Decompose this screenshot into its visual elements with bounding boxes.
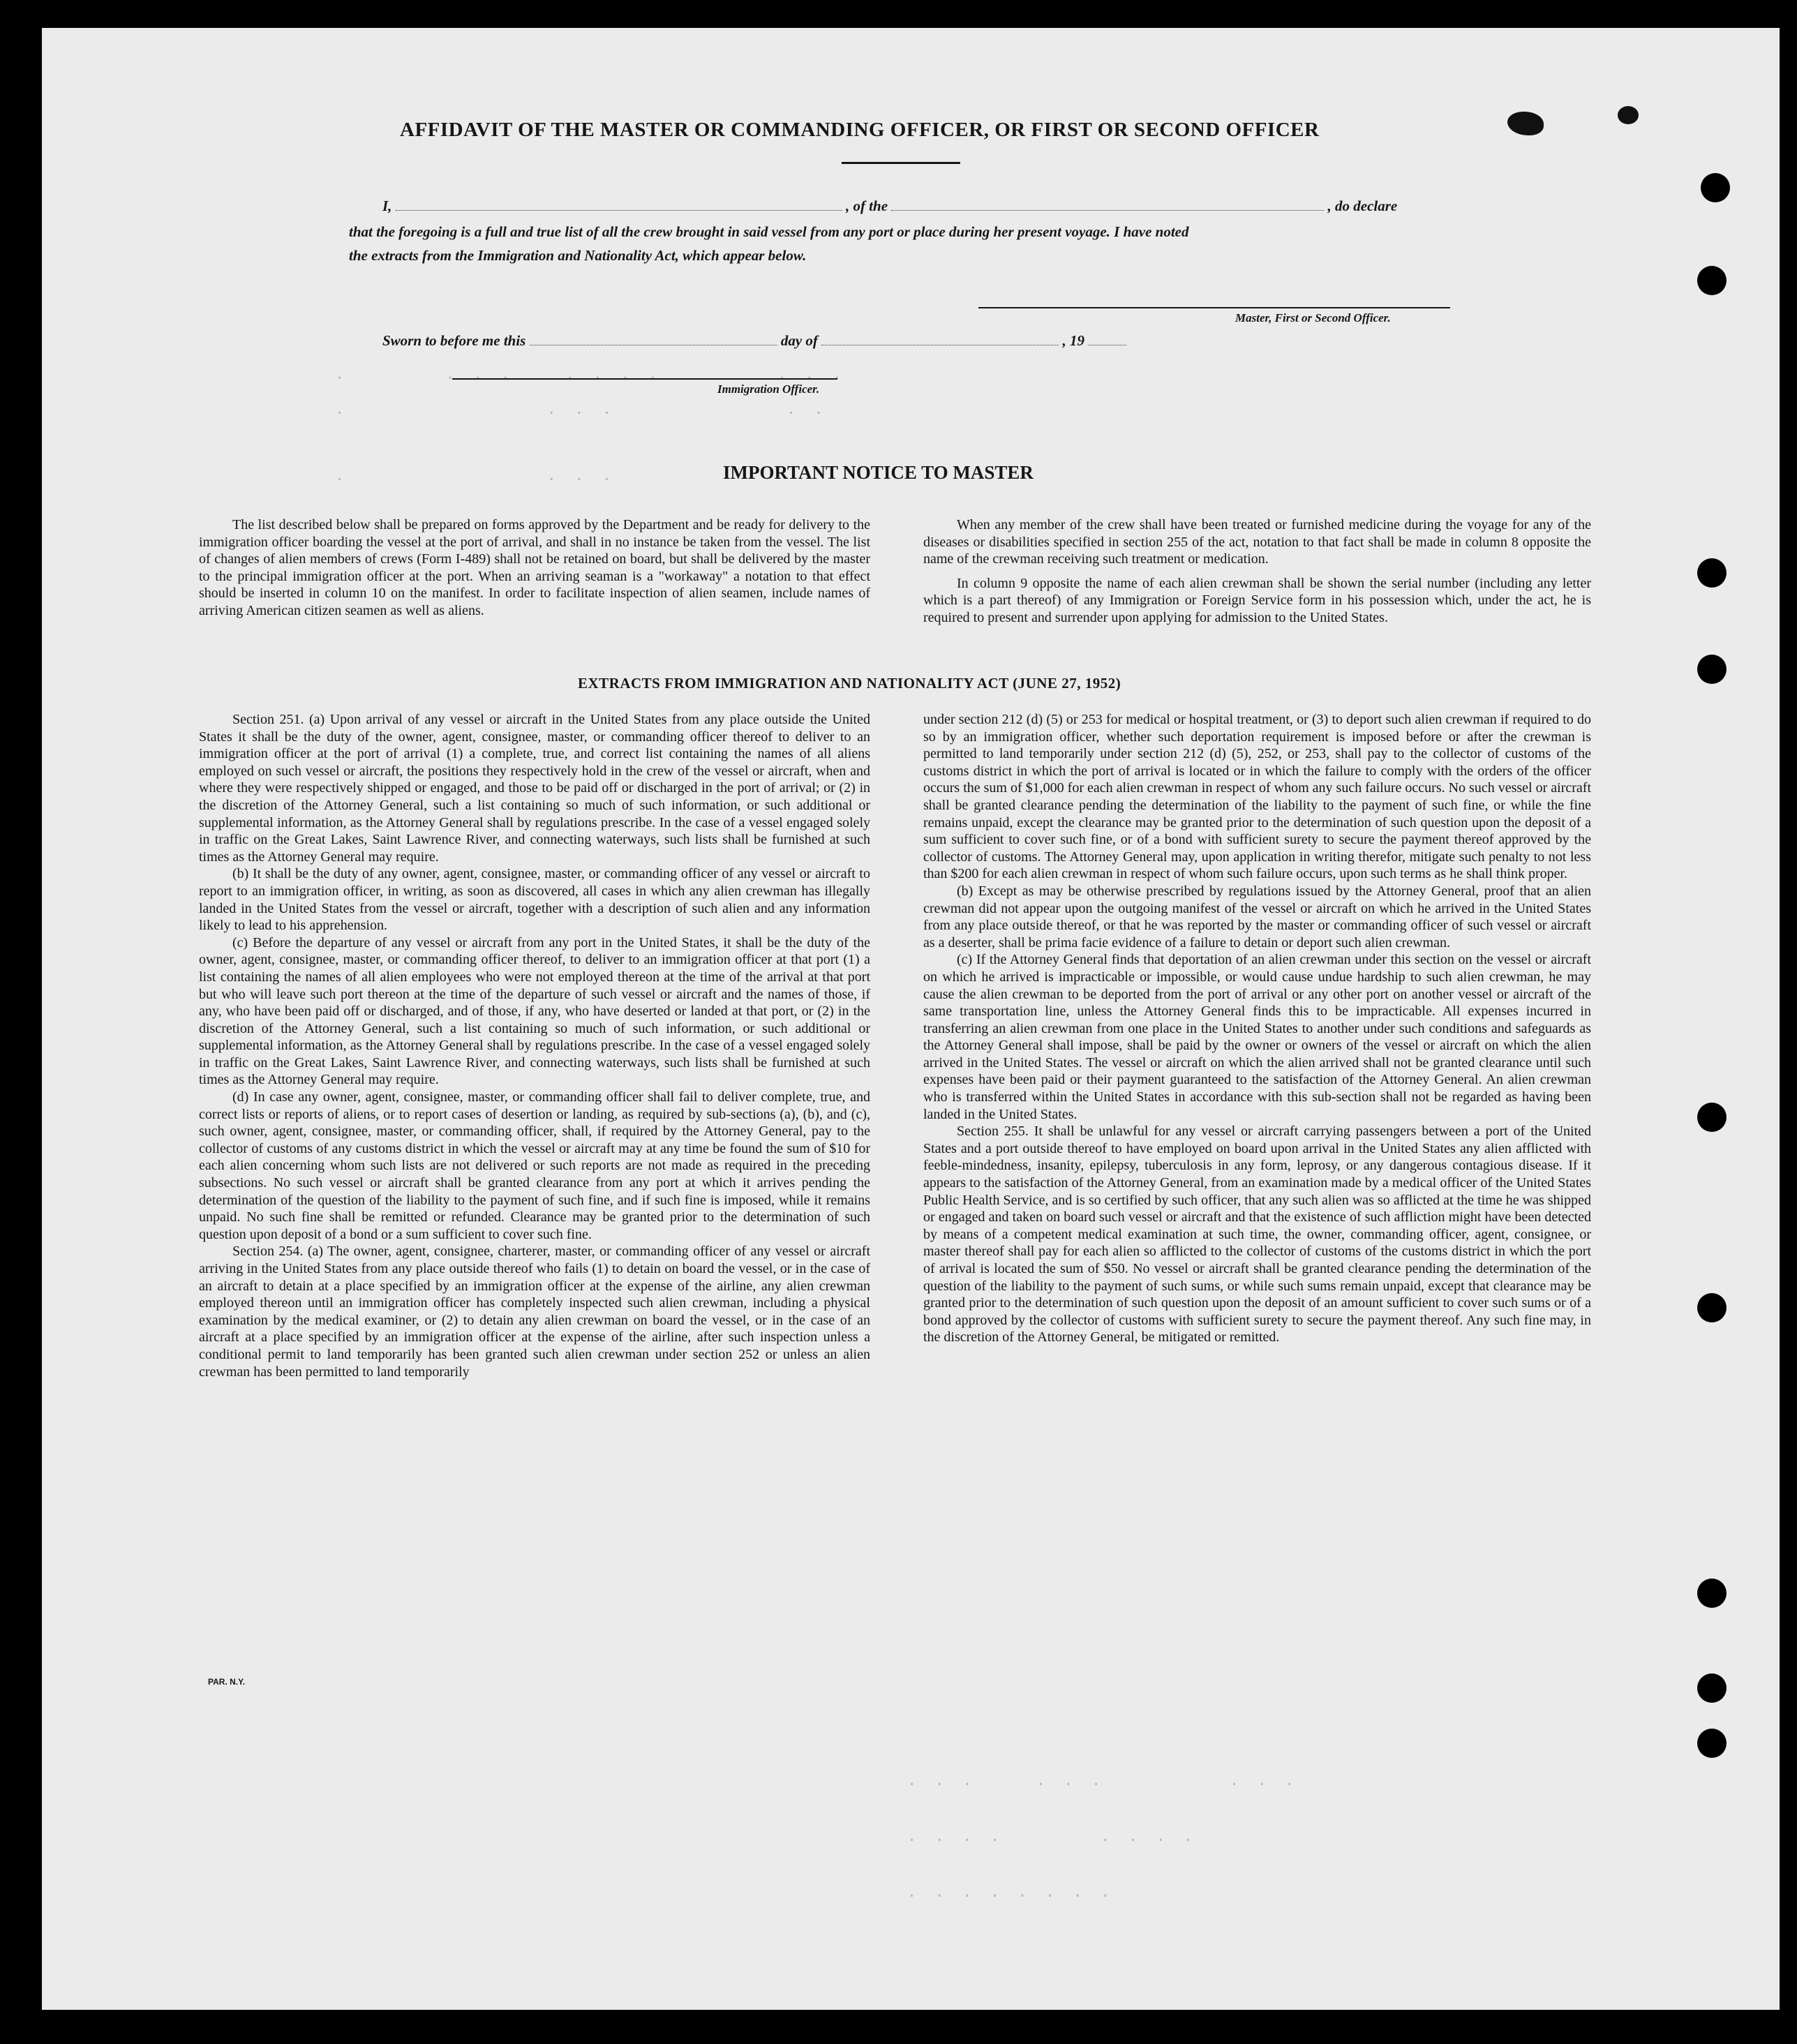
punch-hole [1697,558,1727,588]
vessel-name-field[interactable] [891,195,1324,211]
sworn-month-field[interactable] [821,330,1059,345]
section-paragraph: Section 254. (a) The owner, agent, consignee, charterer, master, or commanding officer of any vessel or aircraft arriving in the United States from any place outside thereof who fails (1) to detain on board the vessel, or in the case of an aircraft to detain at a place specified by an immigration officer at the expense of the airline, any alien crewman employed thereon until an immigration officer has completely inspected such alien crewman, including a physical examination by the medical examiner, or (2) to detain any alien crewman on board the vessel, or in the case of an aircraft at a place specified by an immigration officer at the expense of the airline, after such inspection unless a conditional permit to land temporarily has been granted such alien crewman under section 252 or unless an alien crewman has been permitted to land temporarily [199,1244,870,1380]
bleed-through: . . . . . . . . [907,1828,1193,1846]
sworn-line [382,330,1126,350]
section-paragraph: Section 255. It shall be unlawful for any vessel or aircraft carrying passengers between a port of the United States and a port outside thereof to have employed on board upon arrival in the United States any alien afflicted with feeble-mindedness, insanity, epilepsy, tuberculosis in any form, leprosy, or any dangerous contagious disease. If it appears to the satisfaction of the Attorney General, from an examination made by a medical officer of the United States Public Health Service, and is so certified by such officer, that any such alien was so afflicted at the time he was shipped or engaged and taken on board such vessel or aircraft and that the existence of such affliction might have been detected by means of a competent medical examination at such time, the owner, commanding officer, agent, consignee, or master thereof shall pay for each alien so afflicted to the collector of customs of the customs district in which the port of arrival is located the sum of $50. No vessel or aircraft shall be granted clearance pending the determination of the question of the liability to the payment of such sums, or while such sums remain unpaid, except that clearance may be granted prior to the determination of such question upon the deposit of an amount sufficient to cover such sums or of a bond approved by the collector of customs with sufficient surety to secure the payment thereof. Any such fine may, in the discretion of the Attorney General, be mitigated or remitted. [923,1124,1591,1345]
declaration-line [382,195,1397,215]
punch-hole [1697,1103,1727,1132]
notice-paragraph: In column 9 opposite the name of each alien crewman shall be shown the serial number (including any letter which is a part thereof) of any Immigration or Foreign Service form in his possession which, under the act, he is required to present and surrender upon applying for admission to the United States. [923,575,1591,625]
extracts-right-column [923,711,1591,1346]
section-paragraph: (b) Except as may be otherwise prescribed by regulations issued by the Attorney General, proof that an alien crewman did not appear upon the outgoing manifest of the vessel or aircraft on which he arrived in the United States from any place outside thereof, or that he was reported by the master or commanding officer of such vessel or aircraft as a deserter, shall be prima facie evidence of a failure to detain or deport such alien crewman. [923,883,1591,950]
smudge-mark [1618,106,1639,124]
notice-paragraph: When any member of the crew shall have been treated or furnished medicine during the voyage for any of the diseases or disabilities specified in section 255 of the act, notation to that fact shall be made in column 8 opposite the name of the crewman receiving such treatment or medication. [923,517,1591,567]
section-paragraph: (d) In case any owner, agent, consignee, master, or commanding officer shall fail to deliver complete, true, and correct lists or reports of aliens, or to report cases of desertion or landing, as required by sub-sections (a), (b), and (c), such owner, agent, consignee, master, or commanding officer, shall, if required by the Attorney General, pay to the collector of customs of any customs district in which the vessel or aircraft may at any time be found the sum of $10 for each alien concerning whom such lists are not delivered or such reports are not made as required in the preceding subsections. No such vessel or aircraft shall be granted clearance from any port at which it arrives pending the determination of the question of the liability to the payment of such fine, and if such fine is imposed, while it remains unpaid. No such fine shall be remitted or refunded. Clearance may be granted prior to the determination of such question upon deposit of a bond or a sum sufficient to cover such fine. [199,1089,870,1242]
notice-paragraph: The list described below shall be prepared on forms approved by the Department and be ready for delivery to the immigration officer boarding the vessel at the port of arrival, and shall in no instance be taken from the vessel. The list of changes of alien members of crews (Form I-489) shall not be retained on board, but shall be delivered by the master to the principal immigration officer at the port. When an arriving seaman is a "workaway" a notation to that effect should be inserted in column 10 on the manifest. In order to facilitate inspection of alien seamen, include names of arriving American citizen seamen as well as aliens. [199,517,870,618]
section-paragraph: (c) Before the departure of any vessel or aircraft from any port in the United States, it shall be the duty of the owner, agent, consignee, master, or commanding officer thereof, to deliver to an immigration officer at that port (1) a list containing the names of all alien employees who were not employed thereon at the time of the arrival at that port but who will leave such port thereon at the time of the departure of such vessel or aircraft and the names of those, if any, who have been paid off or discharged, and of those, if any, who have deserted or landed at that port, or (2) in the discretion of the Attorney General, such a list containing so much of such information, or such additional or supplemental information, as the Attorney General shall by regulations prescribe. In the case of a vessel engaged solely in traffic on the Great Lakes, Saint Lawrence River, and connecting waterways, such lists shall be furnished at such times as the Attorney General may require. [199,934,870,1088]
declare-label: , do declare [1327,197,1398,214]
punch-hole [1697,1729,1727,1758]
punch-hole [1701,173,1730,202]
sworn-year-field[interactable] [1088,330,1126,345]
notice-heading: IMPORTANT NOTICE TO MASTER [723,462,1034,483]
bleed-through: . . . . . . . . . [907,1773,1295,1790]
affidavit-title: AFFIDAVIT OF THE MASTER OR COMMANDING OFFICER, OR FIRST OR SECOND OFFICER [400,119,1320,141]
officer-signature-field[interactable] [452,378,837,380]
section-paragraph: (c) If the Attorney General finds that deportation of an alien crewman under this section on the vessel or aircraft on which he arrived is impracticable or impossible, or would cause undue hardship to such alien crewman, he may cause the alien crewman to be deported from the port of arrival or any other port on another vessel or aircraft of the same transportation line, unless the Attorney General finds this to be impracticable. All expenses incurred in transferring an alien crewman from one place in the United States to another under such conditions and safeguards as the Attorney General shall impose, shall be paid by the owner or owners of the vessel or aircraft on which the alien arrived in the United States. The vessel or aircraft on which the alien arrived shall not be granted clearance until such expenses have been paid or their payment guaranteed to the satisfaction of the Attorney General. An alien crewman who is transferred within the United States in accordance with this sub-section shall not be regarded as having been landed in the United States. [923,952,1591,1122]
punch-hole [1697,266,1727,295]
title-rule [842,162,960,164]
extracts-heading: EXTRACTS FROM IMMIGRATION AND NATIONALITY ACT (JUNE 27, 1952) [578,675,1121,692]
section-paragraph: Section 251. (a) Upon arrival of any vessel or aircraft in the United States from any place outside the United States it shall be the duty of the owner, agent, consignee, master, or commanding officer thereof to deliver to an immigration officer at the port of arrival (1) a complete, true, and correct list containing the names of all aliens employed on such vessel or aircraft, the positions they respectively hold in the crew of the vessel or aircraft, when and where they were respectively shipped or engaged, and those to be paid off or discharged in the port of arrival; or (2) in the discretion of the Attorney General, such a list containing so much of such information, or such additional or supplemental information, as the Attorney General shall by regulations prescribe. In the case of a vessel engaged solely in traffic on the Great Lakes, Saint Lawrence River, and connecting waterways, such lists shall be furnished at such times as the Attorney General may require. [199,712,870,865]
officer-signature-label: Immigration Officer. [717,382,820,396]
punch-hole [1697,1673,1727,1703]
printer-mark: PAR. N.Y. [208,1677,246,1687]
year-label: , 19 [1062,332,1084,349]
extracts-left-column [199,711,870,1380]
vessel-label: , of the [845,197,888,214]
sworn-label: Sworn to before me this [382,332,526,349]
declaration-text-2: the extracts from the Immigration and Nationality Act, which appear below. [349,247,807,264]
sworn-day-field[interactable] [530,330,777,345]
punch-hole [1697,1579,1727,1608]
declarant-label: I, [382,197,392,214]
declarant-name-field[interactable] [396,195,842,211]
bleed-through: . . . . . . . . [907,1884,1110,1902]
punch-hole [1697,1293,1727,1322]
punch-hole [1697,655,1727,684]
bleed-through: . . . . [335,468,612,485]
notice-right-column [923,516,1591,627]
section-paragraph: (b) It shall be the duty of any owner, agent, consignee, master, or commanding officer of any vessel or aircraft to report to an immigration officer, in writing, as soon as discovered, all cases in which any alien crewman has illegally landed in the United States from the vessel or aircraft, together with a description of such alien and any information likely to lead to his apprehension. [199,866,870,934]
bleed-through: . . . . . . [335,401,823,419]
notice-left-column [199,516,870,620]
bleed-through: . . . . . . . . . . . [335,366,842,384]
master-signature-label: Master, First or Second Officer. [1235,311,1391,324]
master-signature-field[interactable] [978,307,1450,308]
section-paragraph: under section 212 (d) (5) or 253 for medical or hospital treatment, or (3) to deport such alien crewman if required to do so by an immigration officer, whether such deportation requirement is imposed before or after the crewman is permitted to land temporarily under section 212 (d) (5), 252, or 253, shall pay to the collector of customs of the customs district in which the port of arrival is located or in which the failure to comply with the orders of the officer occurs the sum of $1,000 for each alien crewman in respect of whom any such failure occurs. No such vessel or aircraft shall be granted clearance pending the determination of the liability to the payment of such fine, or while the fine remains unpaid, except the clearance may be granted prior to the determination of such question upon the deposit of a sum sufficient to cover such fine, or of a bond with sufficient surety to secure the payment thereof approved by the collector of customs. The Attorney General may, upon application in writing therefor, mitigate such penalty to not less than $200 for each alien crewman in respect of whom such failure occurs, upon such terms as he shall think proper. [923,712,1591,882]
declaration-text: that the foregoing is a full and true list of all the crew brought in said vessel from any port or place during her present voyage. I have noted [349,223,1189,240]
day-of-label: day of [780,332,818,349]
